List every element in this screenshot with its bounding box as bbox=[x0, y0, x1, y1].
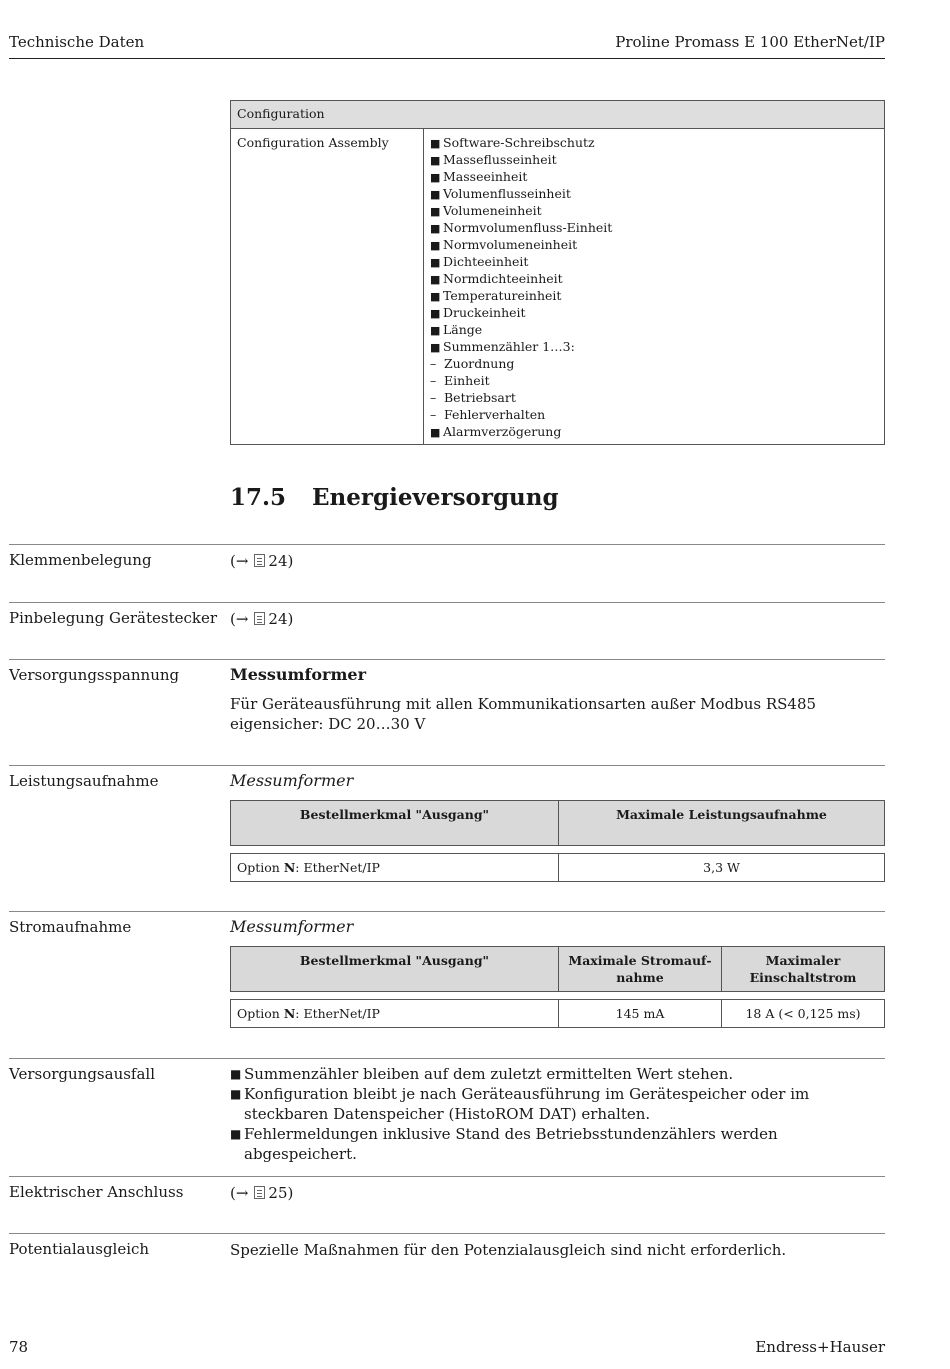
stromaufnahme-table bbox=[230, 946, 885, 1028]
bullet-square-icon: ■ bbox=[430, 239, 441, 252]
subheading-messumformer: Messumformer bbox=[230, 665, 366, 684]
row-label-leistungsaufnahme: Leistungsaufnahme bbox=[9, 772, 159, 790]
dash-icon: – bbox=[430, 390, 437, 405]
configuration-assembly-items bbox=[424, 129, 885, 445]
footer-brand: Endress+Hauser bbox=[755, 1338, 885, 1356]
table-row bbox=[231, 1000, 885, 1028]
table-row bbox=[231, 854, 885, 882]
sub-list-item: – Einheit bbox=[430, 373, 490, 388]
list-item: ■ Masseeinheit bbox=[430, 169, 528, 184]
bullet-square-icon: ■ bbox=[230, 1067, 242, 1081]
list-item: ■ Normvolumenfluss-Einheit bbox=[430, 220, 613, 235]
list-item: ■ Summenzähler bleiben auf dem zuletzt ermittelten Wert stehen. bbox=[230, 1065, 734, 1083]
row-label-stromaufnahme: Stromaufnahme bbox=[9, 918, 132, 936]
table-cell-value: 3,3 W bbox=[559, 854, 885, 882]
bullet-square-icon: ■ bbox=[430, 290, 441, 303]
klemmenbelegung-reference[interactable]: (→ 24) bbox=[230, 552, 294, 570]
bullet-square-icon: ■ bbox=[230, 1087, 242, 1101]
list-item: ■ Volumeneinheit bbox=[430, 203, 542, 218]
versorgungsspannung-text: Für Geräteausführung mit allen Kommunikationsarten außer Modbus RS485 eigensicher: DC 20…30 V bbox=[230, 695, 817, 733]
table-cell-option: Option N: EtherNet/IP bbox=[231, 854, 559, 882]
row-label-versorgungsspannung: Versorgungsspannung bbox=[9, 666, 180, 684]
row-divider bbox=[9, 544, 885, 545]
stromaufnahme-subheading: Messumformer bbox=[230, 917, 354, 936]
list-item: ■ Normvolumeneinheit bbox=[430, 237, 578, 252]
bullet-square-icon: ■ bbox=[430, 324, 441, 337]
potentialausgleich-text: Spezielle Maßnahmen für den Potenzialausgleich sind nicht erforderlich. bbox=[230, 1241, 787, 1259]
column-header-bestellmerkmal: Bestellmerkmal "Ausgang" bbox=[231, 947, 559, 992]
row-label-klemmenbelegung: Klemmenbelegung bbox=[9, 551, 152, 569]
list-item: ■ Länge bbox=[430, 322, 483, 337]
row-divider bbox=[9, 911, 885, 912]
row-divider bbox=[9, 1233, 885, 1234]
bullet-square-icon: ■ bbox=[430, 222, 441, 235]
bullet-square-icon: ■ bbox=[430, 256, 441, 269]
bullet-square-icon: ■ bbox=[430, 154, 441, 167]
list-item: ■ Summenzähler 1…3: bbox=[430, 339, 575, 354]
bullet-square-icon: ■ bbox=[430, 307, 441, 320]
table-cell-value: 145 mA bbox=[559, 1000, 722, 1028]
row-divider bbox=[9, 765, 885, 766]
configuration-table bbox=[230, 100, 885, 445]
column-header-bestellmerkmal: Bestellmerkmal "Ausgang" bbox=[231, 801, 559, 846]
section-title: Energieversorgung bbox=[312, 484, 559, 511]
dash-icon: – bbox=[430, 407, 437, 422]
table-cell-value: 18 A (< 0,125 ms) bbox=[722, 1000, 885, 1028]
bullet-square-icon: ■ bbox=[430, 137, 441, 150]
bullet-square-icon: ■ bbox=[430, 426, 441, 439]
list-item: ■ Druckeinheit bbox=[430, 305, 526, 320]
page-number: 78 bbox=[9, 1338, 29, 1356]
column-header-max-leistung: Maximale Leistungsaufnahme bbox=[559, 801, 885, 846]
row-divider bbox=[9, 602, 885, 603]
bullet-square-icon: ■ bbox=[230, 1127, 242, 1141]
dash-icon: – bbox=[430, 373, 437, 388]
list-item: ■ Konfiguration bleibt je nach Geräteausführung im Gerätespeicher oder im steckbaren Datenspeicher (HistoROM DAT) erhalten. bbox=[230, 1085, 810, 1123]
section-heading bbox=[230, 484, 559, 511]
sub-list-item: – Fehlerverhalten bbox=[430, 407, 546, 422]
page-reference-icon bbox=[254, 612, 265, 625]
page-reference-icon bbox=[254, 1186, 265, 1199]
sub-list-item: – Betriebsart bbox=[430, 390, 516, 405]
elektrischer-anschluss-reference[interactable]: (→ 25) bbox=[230, 1184, 294, 1202]
row-divider bbox=[9, 659, 885, 660]
pinbelegung-reference[interactable]: (→ 24) bbox=[230, 610, 294, 628]
bullet-square-icon: ■ bbox=[430, 341, 441, 354]
list-item: ■ Masseflusseinheit bbox=[430, 152, 557, 167]
row-label-potentialausgleich: Potentialausgleich bbox=[9, 1240, 150, 1258]
versorgungsspannung-content bbox=[230, 665, 885, 734]
row-label-pinbelegung: Pinbelegung Gerätestecker bbox=[9, 609, 218, 627]
bullet-square-icon: ■ bbox=[430, 188, 441, 201]
configuration-assembly-label: Configuration Assembly bbox=[231, 129, 424, 445]
list-item: ■ Fehlermeldungen inklusive Stand des Betriebsstundenzählers werden abgespeichert. bbox=[230, 1125, 778, 1163]
configuration-table-header: Configuration bbox=[231, 101, 885, 129]
sub-list-item: – Zuordnung bbox=[430, 356, 515, 371]
column-header-max-einschaltstrom: Maximaler Einschaltstrom bbox=[722, 947, 885, 992]
header-document-title: Proline Promass E 100 EtherNet/IP bbox=[615, 33, 885, 51]
dash-icon: – bbox=[430, 356, 437, 371]
configuration-item-list bbox=[430, 134, 878, 440]
versorgungsausfall-content bbox=[230, 1064, 885, 1164]
bullet-square-icon: ■ bbox=[430, 171, 441, 184]
bullet-square-icon: ■ bbox=[430, 205, 441, 218]
section-number: 17.5 bbox=[230, 484, 287, 511]
list-item: ■ Software-Schreibschutz bbox=[430, 135, 595, 150]
row-divider bbox=[9, 1058, 885, 1059]
header-section-title: Technische Daten bbox=[9, 33, 145, 51]
list-item: ■ Alarmverzögerung bbox=[430, 424, 562, 439]
leistungsaufnahme-subheading: Messumformer bbox=[230, 771, 354, 790]
page-reference-icon bbox=[254, 554, 265, 567]
list-item: ■ Temperatureinheit bbox=[430, 288, 562, 303]
list-item: ■ Volumenflusseinheit bbox=[430, 186, 571, 201]
list-item: ■ Normdichteeinheit bbox=[430, 271, 563, 286]
row-divider bbox=[9, 1176, 885, 1177]
row-label-elektrischer-anschluss: Elektrischer Anschluss bbox=[9, 1183, 184, 1201]
column-header-max-stromaufnahme: Maximale Stromaufnahme bbox=[559, 947, 722, 992]
leistungsaufnahme-table bbox=[230, 800, 885, 882]
row-label-versorgungsausfall: Versorgungsausfall bbox=[9, 1065, 156, 1083]
bullet-square-icon: ■ bbox=[430, 273, 441, 286]
header-rule bbox=[9, 58, 885, 59]
table-cell-option: Option N: EtherNet/IP bbox=[231, 1000, 559, 1028]
versorgungsausfall-list bbox=[230, 1064, 885, 1164]
list-item: ■ Dichteeinheit bbox=[430, 254, 529, 269]
